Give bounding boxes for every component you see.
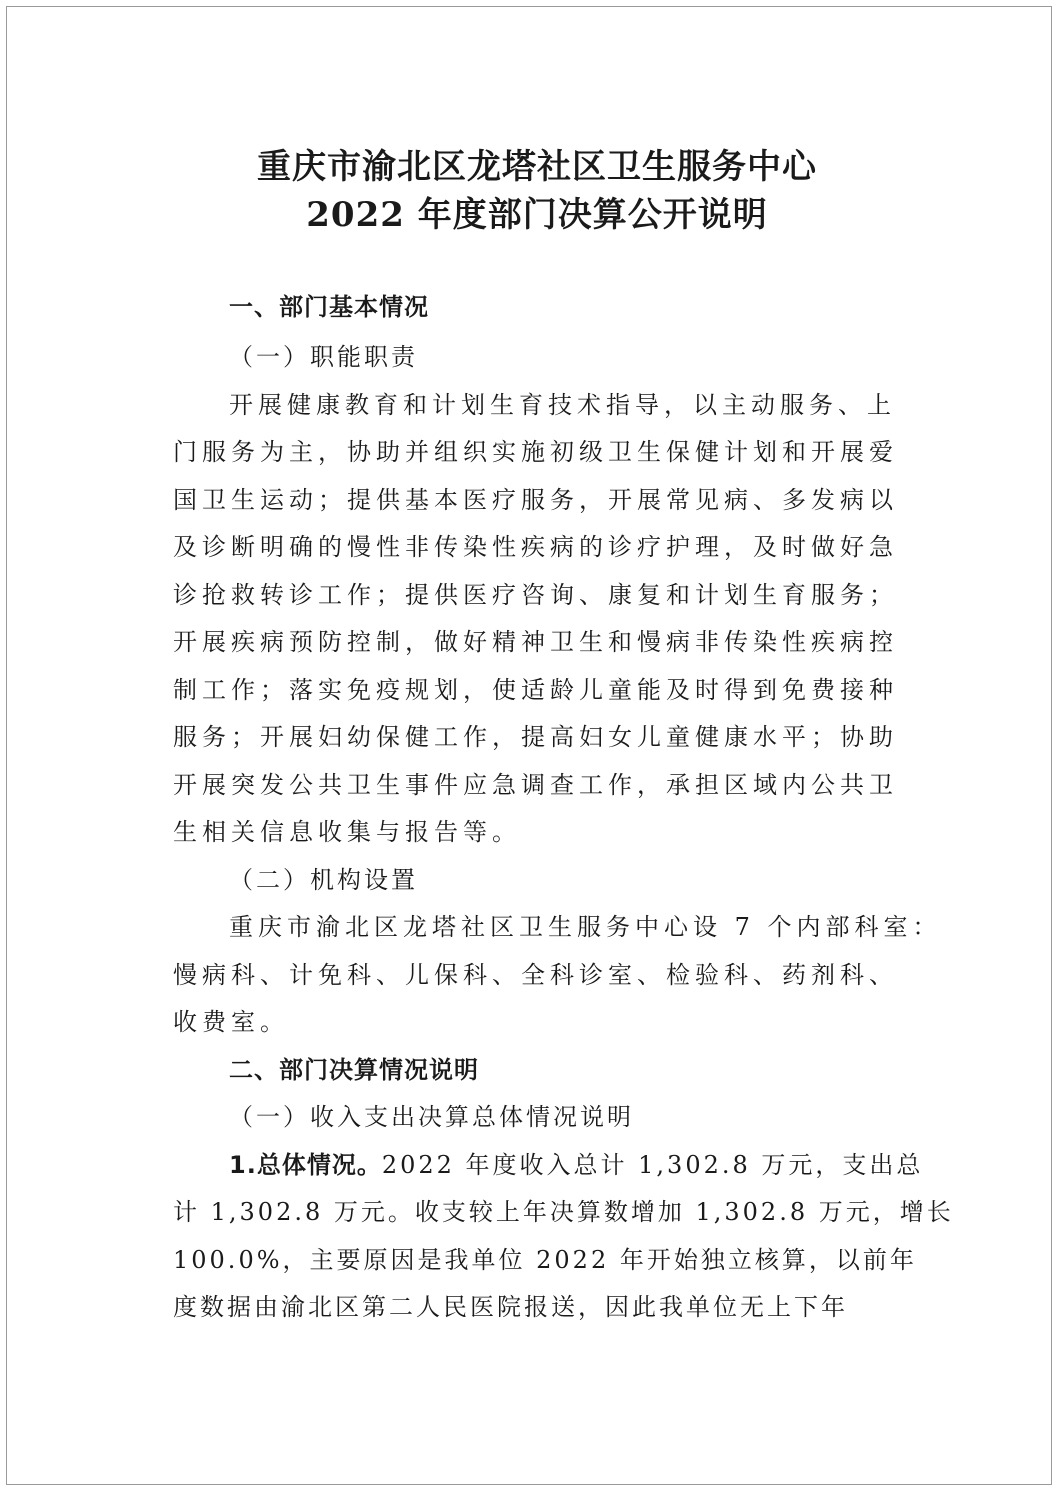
section-2-sub-1-heading: （一）收入支出决算总体情况说明 bbox=[229, 1103, 634, 1131]
section-1-heading: 一、部门基本情况 bbox=[229, 293, 429, 321]
paragraph-line: 开展健康教育和计划生育技术指导，以主动服务、上 bbox=[229, 391, 896, 419]
paragraph-line: 国卫生运动；提供基本医疗服务，开展常见病、多发病以 bbox=[173, 486, 898, 514]
paragraph-line: 慢病科、计免科、儿保科、全科诊室、检验科、药剂科、 bbox=[173, 961, 898, 989]
paragraph-line: 服务；开展妇幼保健工作，提高妇女儿童健康水平；协助 bbox=[173, 723, 898, 751]
section-1-sub-2-heading: （二）机构设置 bbox=[229, 866, 418, 894]
paragraph-line: 诊抢救转诊工作；提供医疗咨询、康复和计划生育服务； bbox=[173, 581, 898, 609]
paragraph-line: 门服务为主，协助并组织实施初级卫生保健计划和开展爱 bbox=[173, 438, 898, 466]
paragraph-text: 2022 年度收入总计 1,302.8 万元，支出总 bbox=[381, 1151, 924, 1179]
paragraph-line: 生相关信息收集与报告等。 bbox=[173, 818, 521, 846]
section-1-sub-1-heading: （一）职能职责 bbox=[229, 343, 418, 371]
paragraph-line: 开展突发公共卫生事件应急调查工作，承担区域内公共卫 bbox=[173, 771, 898, 799]
paragraph-line: 开展疾病预防控制，做好精神卫生和慢病非传染性疾病控 bbox=[173, 628, 898, 656]
paragraph-line bbox=[229, 1148, 923, 1182]
paragraph-line: 100.0%，主要原因是我单位 2022 年开始独立核算，以前年 bbox=[173, 1246, 917, 1274]
paragraph-line: 重庆市渝北区龙塔社区卫生服务中心设 7 个内部科室： bbox=[229, 913, 942, 941]
paragraph-lead: 1.总体情况。 bbox=[229, 1151, 382, 1179]
paragraph-line: 制工作；落实免疫规划，使适龄儿童能及时得到免费接种 bbox=[173, 676, 898, 704]
document-title-line-2: 2022 年度部门决算公开说明 bbox=[306, 195, 768, 235]
paragraph-line: 计 1,302.8 万元。收支较上年决算数增加 1,302.8 万元，增长 bbox=[173, 1198, 954, 1226]
document-title-line-1: 重庆市渝北区龙塔社区卫生服务中心 bbox=[257, 147, 817, 187]
page bbox=[6, 6, 1052, 1485]
paragraph-line: 及诊断明确的慢性非传染性疾病的诊疗护理，及时做好急 bbox=[173, 533, 898, 561]
paragraph-line: 收费室。 bbox=[173, 1008, 289, 1036]
paragraph-line: 度数据由渝北区第二人民医院报送，因此我单位无上下年 bbox=[173, 1293, 848, 1321]
section-2-heading: 二、部门决算情况说明 bbox=[229, 1056, 479, 1084]
